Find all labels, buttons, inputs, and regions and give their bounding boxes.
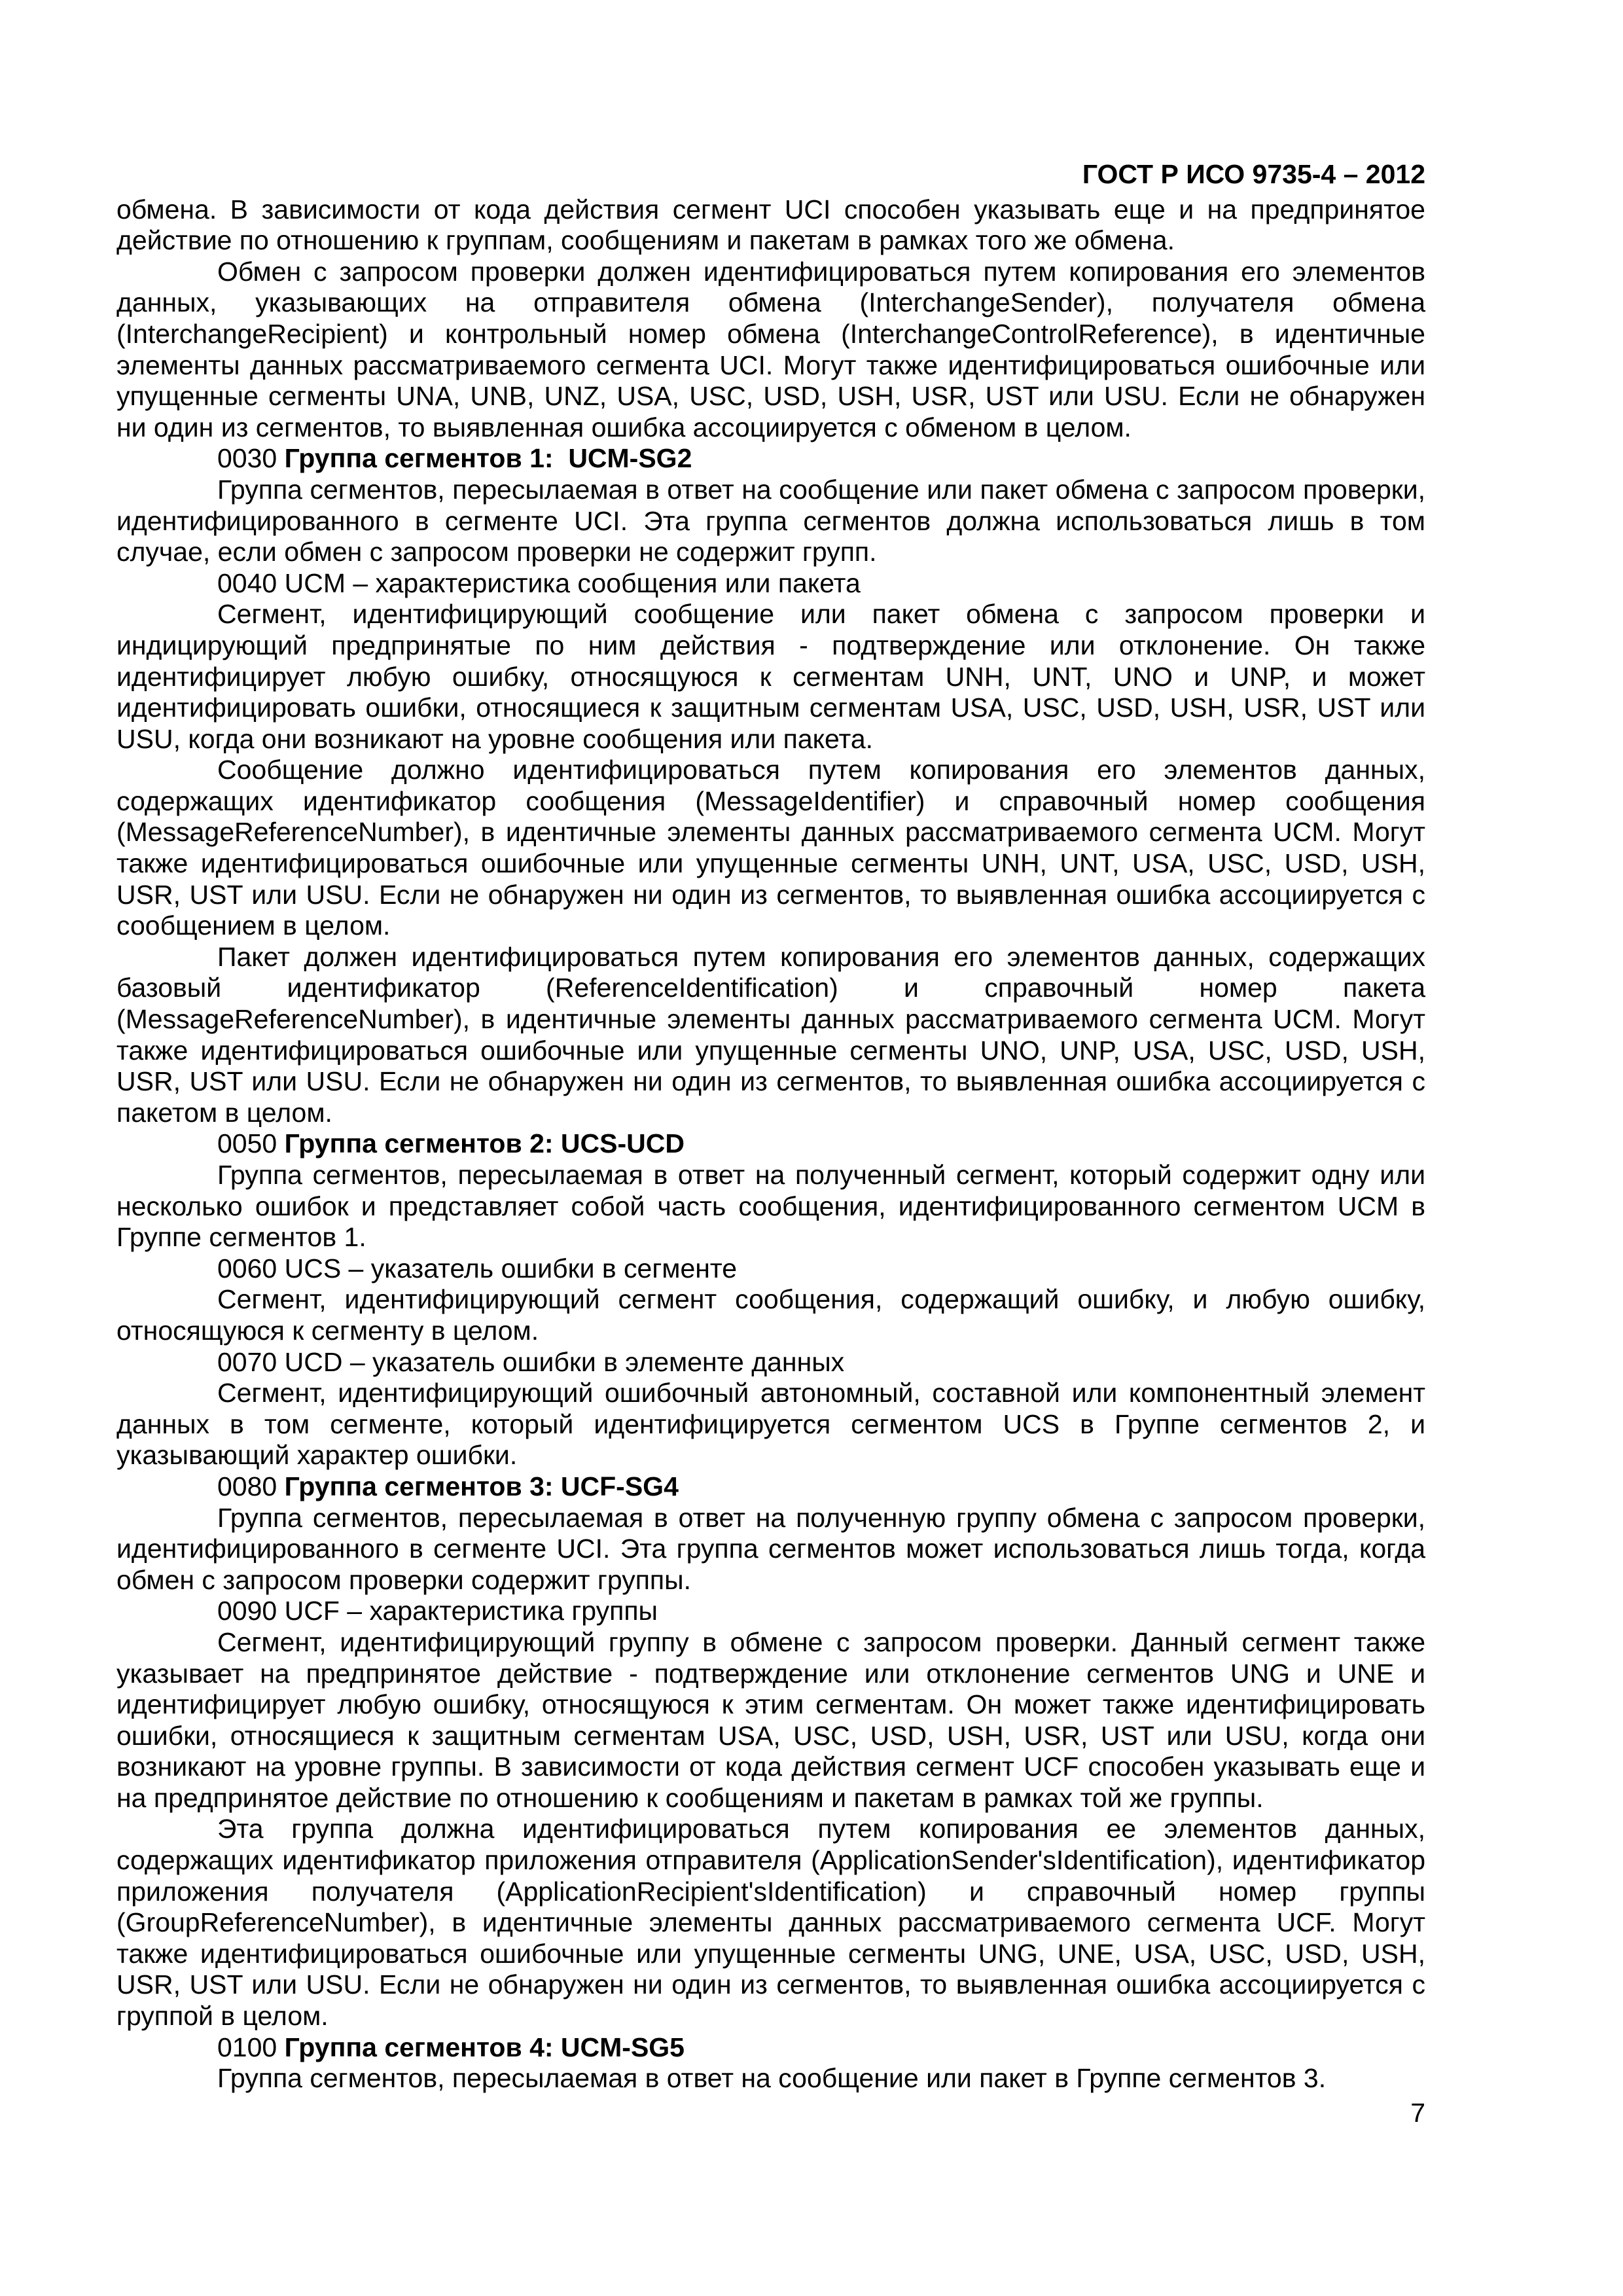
body-paragraph: Группа сегментов, пересылаемая в ответ на полученную группу обмена с запросом проверки, идентифицированного в сегменте UCI. Эта группа сегментов может использоваться лишь тогда, когда обмен с запросом проверки содержит группы. [116, 1502, 1425, 1595]
page-number: 7 [1410, 2098, 1425, 2128]
body-paragraph: Сегмент, идентифицирующий группу в обмене с запросом проверки. Данный сегмент также указывает на предпринятое действие - подтверждение или отклонение сегментов UNG и UNE и идентифицирует любую ошибку, относящуюся к этим сегментам. Он может также идентифицировать ошибки, относящиеся к защитным сегментам USA, USC, USD, USH, USR, UST или USU, когда они возникают на уровне группы. В зависимости от кода действия сегмент UCF способен указывать еще и на предпринятое действие по отношению к сообщениям и пакетам в рамках той же группы. [116, 1626, 1425, 1813]
body-paragraph: Сегмент, идентифицирующий сегмент сообщения, содержащий ошибку, и любую ошибку, относящуюся к сегменту в целом. [116, 1284, 1425, 1346]
running-header: ГОСТ Р ИСО 9735-4 – 2012 [1082, 159, 1425, 189]
page-content [116, 159, 1425, 2094]
body-paragraph: Сегмент, идентифицирующий ошибочный автономный, составной или компонентный элемент данных в том сегменте, который идентифицируется сегментом UCS в Группе сегментов 2, и указывающий характер ошибки. [116, 1378, 1425, 1471]
heading-paragraph [116, 1128, 1425, 1160]
heading-title: Группа сегментов 1: UCM-SG2 [284, 443, 692, 474]
subheading-paragraph: 0060 UCS – указатель ошибки в сегменте [217, 1253, 738, 1283]
heading-number: 0030 [217, 443, 285, 474]
body-paragraph: Сообщение должно идентифицироваться путем копирования его элементов данных, содержащих идентификатор сообщения (MessageIdentifier) и справочный номер сообщения (MessageReferenceNumber), в идентичные элементы данных рассматриваемого сегмента UCM. Могут также идентифицироваться ошибочные или упущенные сегменты UNH, UNT, USA, USC, USD, USH, USR, UST или USU. Если не обнаружен ни один из сегментов, то выявленная ошибка ассоциируется с сообщением в целом. [116, 755, 1425, 941]
heading-paragraph [116, 1471, 1425, 1503]
heading-number: 0080 [217, 1471, 285, 1501]
subheading-paragraph: 0070 UCD – указатель ошибки в элементе данных [217, 1346, 845, 1377]
subheading-paragraph: 0090 UCF – характеристика группы [217, 1596, 658, 1626]
body-paragraph: Группа сегментов, пересылаемая в ответ на сообщение или пакет в Группе сегментов 3. [217, 2063, 1327, 2094]
heading-title: Группа сегментов 2: UCS-UCD [284, 1128, 685, 1159]
subheading-paragraph: 0040 UCM – характеристика сообщения или пакета [217, 567, 861, 598]
body-paragraph: Группа сегментов, пересылаемая в ответ на сообщение или пакет обмена с запросом проверки, идентифицированного в сегменте UCI. Эта группа сегментов должна использоваться лишь в том случае, если обмен с запросом проверки не содержит групп. [116, 474, 1425, 567]
heading-paragraph [116, 2032, 1425, 2064]
heading-title: Группа сегментов 4: UCM-SG5 [284, 2032, 685, 2062]
body-paragraph: Сегмент, идентифицирующий сообщение или пакет обмена с запросом проверки и индицирующий предпринятые по ним действия - подтверждение или отклонение. Он также идентифицирует любую ошибку, относящуюся к сегментам UNH, UNT, UNO и UNP, и может идентифицировать ошибки, относящиеся к защитным сегментам USA, USC, USD, USH, USR, UST или USU, когда они возникают на уровне сообщения или пакета. [116, 599, 1425, 754]
body-paragraph: Группа сегментов, пересылаемая в ответ на полученный сегмент, который содержит одну или несколько ошибок и представляет собой часть сообщения, идентифицированного сегментом UCM в Группе сегментов 1. [116, 1160, 1425, 1253]
body-paragraph: Обмен с запросом проверки должен идентифицироваться путем копирования его элементов данных, указывающих на отправителя обмена (InterchangeSender), получателя обмена (InterchangeRecipient) и контрольный номер обмена (InterchangeControlReference), в идентичные элементы данных рассматриваемого сегмента UCI. Могут также идентифицироваться ошибочные или упущенные сегменты UNA, UNB, UNZ, USA, USC, USD, USH, USR, UST или USU. Если не обнаружен ни один из сегментов, то выявленная ошибка ассоциируется с обменом в целом. [116, 256, 1425, 442]
body-paragraph: Пакет должен идентифицироваться путем копирования его элементов данных, содержащих базовый идентификатор (ReferenceIdentification) и справочный номер пакета (MessageReferenceNumber), в идентичные элементы данных рассматриваемого сегмента UCM. Могут также идентифицироваться ошибочные или упущенные сегменты UNO, UNP, USA, USC, USD, USH, USR, UST или USU. Если не обнаружен ни один из сегментов, то выявленная ошибка ассоциируется с пакетом в целом. [116, 941, 1425, 1128]
document-body [116, 194, 1425, 2094]
heading-number: 0100 [217, 2032, 285, 2062]
continuation-paragraph: обмена. В зависимости от кода действия сегмент UCI способен указывать еще и на предпринятое действие по отношению к группам, сообщениям и пакетам в рамках того же обмена. [116, 194, 1425, 256]
heading-number: 0050 [217, 1128, 285, 1159]
body-paragraph: Эта группа должна идентифицироваться путем копирования ее элементов данных, содержащих идентификатор приложения отправителя (ApplicationSender'sIdentification), идентификатор приложения получателя (ApplicationRecipient'sIdentification) и справочный номер группы (GroupReferenceNumber), в идентичные элементы данных рассматриваемого сегмента UCF. Могут также идентифицироваться ошибочные или упущенные сегменты UNG, UNE, USA, USC, USD, USH, USR, UST или USU. Если не обнаружен ни один из сегментов, то выявленная ошибка ассоциируется с группой в целом. [116, 1814, 1425, 2032]
heading-title: Группа сегментов 3: UCF-SG4 [284, 1471, 679, 1501]
heading-paragraph [116, 443, 1425, 475]
